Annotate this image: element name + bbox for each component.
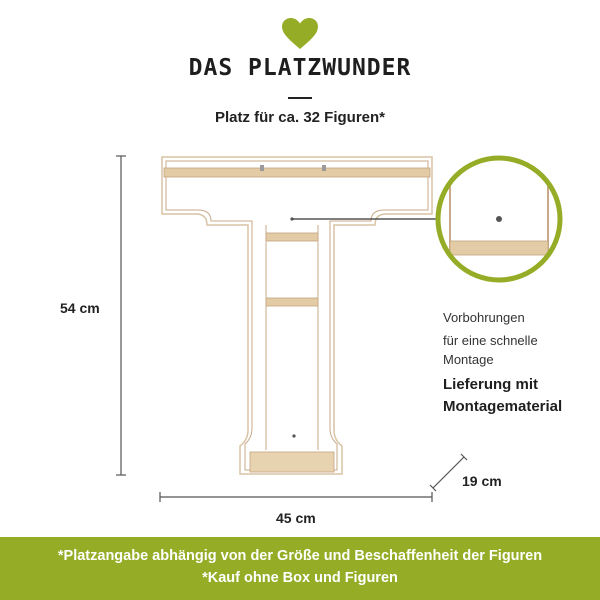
height-label: 54 cm — [60, 300, 100, 316]
detail-zoom-circle — [438, 150, 560, 290]
capacity-subtitle: Platz für ca. 32 Figuren* — [214, 109, 386, 126]
depth-label: 19 cm — [462, 473, 502, 489]
delivery-note-line1: Lieferung mit — [443, 376, 539, 393]
page-title: DAS PLATZWUNDER — [188, 55, 412, 81]
predrill-note-line3: Montage — [443, 352, 494, 367]
footer-disclaimer-2: *Kauf ohne Box und Figuren — [202, 570, 398, 586]
t-shelf — [162, 157, 432, 474]
width-label: 45 cm — [276, 510, 316, 526]
height-dimension-line — [116, 156, 126, 475]
footer-banner — [0, 537, 600, 600]
predrill-note-line2: für eine schnelle — [443, 333, 538, 348]
predrill-note-line1: Vorbohrungen — [443, 310, 525, 325]
footer-disclaimer-1: *Platzangabe abhängig von der Größe und Beschaffenheit der Figuren — [57, 548, 543, 564]
width-dimension-line — [160, 492, 432, 502]
delivery-note-line2: Montagematerial — [443, 398, 563, 415]
